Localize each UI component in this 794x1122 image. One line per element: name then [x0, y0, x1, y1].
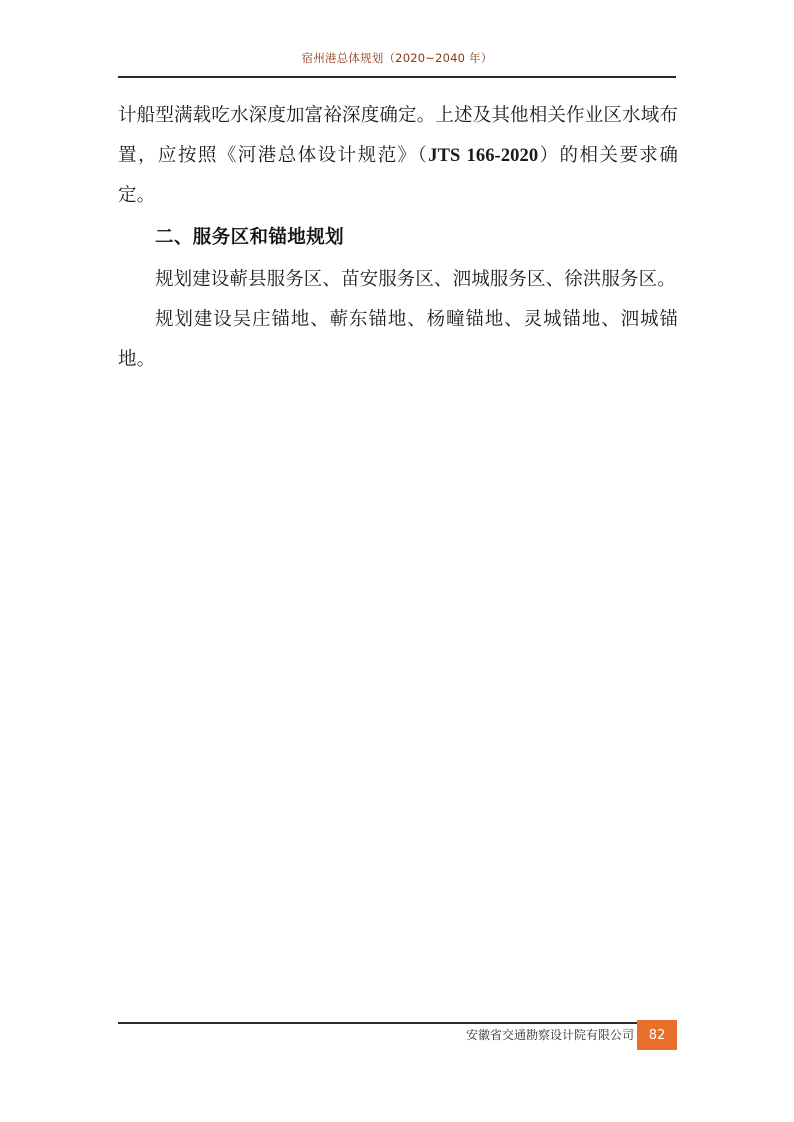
paragraph-continuation — [118, 96, 678, 216]
section-heading: 二、服务区和锚地规划 — [155, 227, 345, 248]
paragraph-anchorages: 规划建设吴庄锚地、蕲东锚地、杨疃锚地、灵城锚地、泗城锚地。 — [118, 310, 678, 370]
page-footer — [118, 1022, 676, 1048]
standard-code: JTS 166-2020 — [428, 146, 539, 166]
page-header — [118, 52, 676, 66]
paragraph-text-part2: ）的相关要求确定。 — [118, 146, 678, 206]
paragraph-text-part1: 计船型满载吃水深度加富裕深度确定。上述及其他相关作业区水域布置，应按照《河港总体设计规范》（ — [118, 106, 678, 166]
footer-company: 安徽省交通勘察设计院有限公司 — [465, 1028, 634, 1042]
paragraph-service-areas: 规划建设蕲县服务区、苗安服务区、泗城服务区、徐洪服务区。 — [155, 270, 676, 290]
header-title: 宿州港总体规划（2020~2040 年） — [301, 51, 493, 65]
page-content — [118, 96, 678, 380]
header-divider — [118, 76, 676, 78]
page-number-badge: 82 — [637, 1020, 677, 1050]
